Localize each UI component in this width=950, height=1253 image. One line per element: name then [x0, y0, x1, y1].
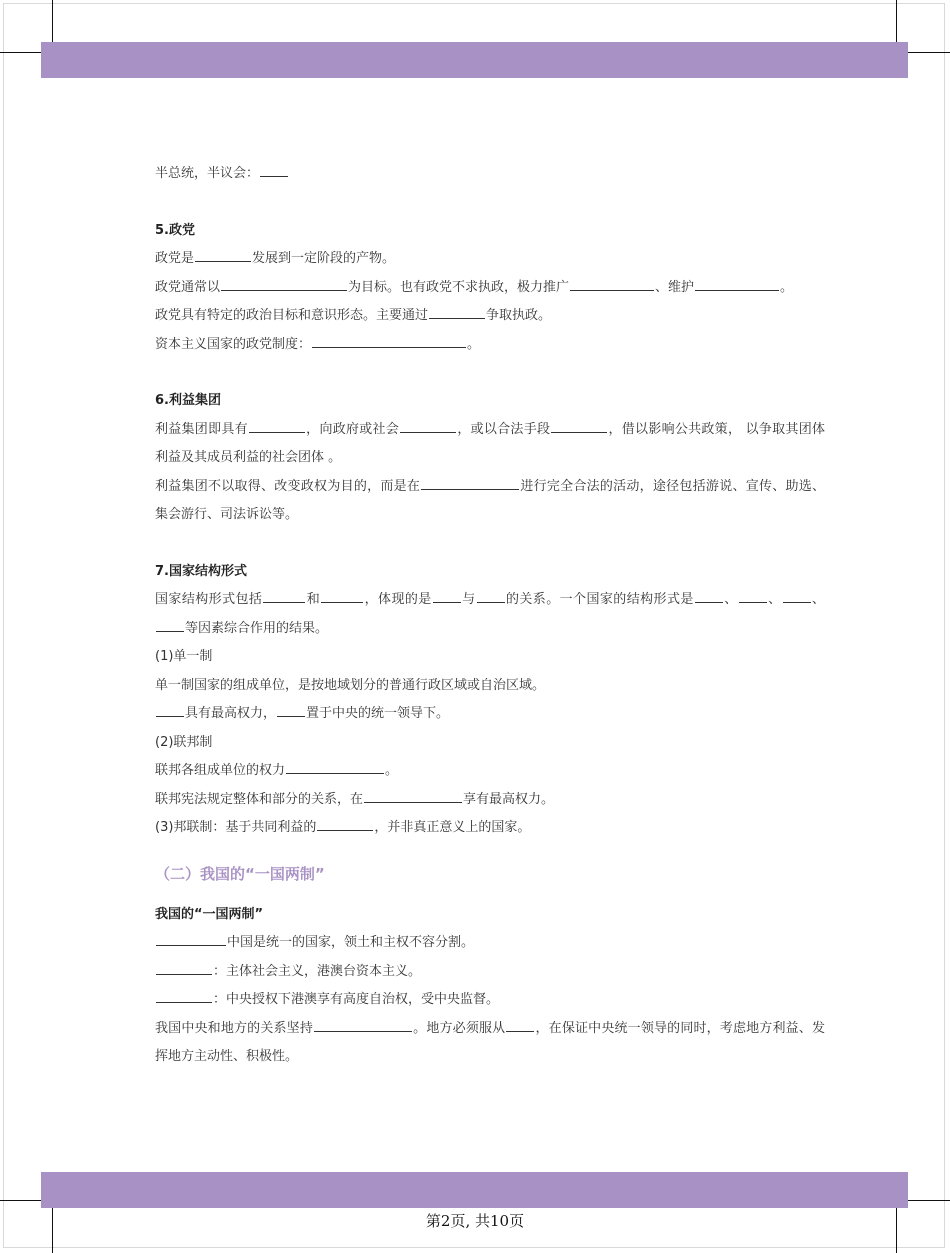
footer-band — [41, 1172, 908, 1208]
section-heading: 6.利益集团 — [155, 393, 221, 408]
text-line: 联邦宪法规定整体和部分的关系，在 享有最高权力。 — [155, 786, 825, 815]
fill-blank[interactable] — [312, 333, 466, 348]
text-line: 政党是 发展到一定阶段的产物。 — [155, 245, 825, 274]
text-line: ：主体社会主义，港澳台资本主义。 — [155, 958, 825, 987]
fill-blank[interactable] — [739, 588, 767, 603]
section-heading: 5.政党 — [155, 222, 195, 238]
text-line: (3)邦联制：基于共同利益的 ，并非真正意义上的国家。 — [155, 814, 825, 843]
fill-blank[interactable] — [156, 617, 184, 632]
fill-blank[interactable] — [263, 588, 305, 603]
text-line: 单一制国家的组成单位，是按地域划分的普通行政区域或自治区域。 — [155, 677, 546, 693]
fill-blank[interactable] — [364, 788, 462, 803]
fill-blank[interactable] — [506, 1017, 534, 1032]
fill-blank[interactable] — [249, 418, 305, 433]
text-line: 具有最高权力， 置于中央的统一领导下。 — [155, 700, 825, 729]
section-title: （二）我国的“一国两制” — [155, 864, 325, 883]
text-paragraph: 国家结构形式包括 和 ，体现的是 与 的关系。一个国家的结构形式是 、 、 、等因素综合作用的结果。 — [155, 586, 825, 643]
fill-blank[interactable] — [477, 588, 505, 603]
fill-blank[interactable] — [286, 759, 384, 774]
subheading: (1)单一制 — [155, 649, 213, 664]
fill-blank[interactable] — [317, 816, 373, 831]
fill-blank[interactable] — [156, 931, 226, 946]
header-band — [41, 42, 908, 78]
fill-blank[interactable] — [321, 588, 363, 603]
fill-blank[interactable] — [156, 702, 184, 717]
fill-blank[interactable] — [421, 475, 519, 490]
fill-blank[interactable] — [570, 276, 654, 291]
fill-blank[interactable] — [260, 162, 288, 177]
text-paragraph: 利益集团即具有 ，向政府或社会 ，或以合法手段 ，借以影响公共政策， 以争取其团体利益及其成员利益的社会团体 。 — [155, 416, 825, 473]
text-line: 中国是统一的国家，领土和主权不容分割。 — [155, 929, 825, 958]
fill-blank[interactable] — [551, 418, 607, 433]
fill-blank[interactable] — [156, 960, 212, 975]
fill-blank[interactable] — [221, 276, 347, 291]
text-paragraph: 利益集团不以取得、改变政权为目的，而是在 进行完全合法的活动，途径包括游说、宣传、助选、集会游行、司法诉讼等。 — [155, 473, 825, 530]
text-line: 半总统，半议会： — [155, 160, 825, 189]
text-line: 联邦各组成单位的权力 。 — [155, 757, 825, 786]
fill-blank[interactable] — [695, 276, 779, 291]
subheading: (2)联邦制 — [155, 734, 213, 750]
section-heading: 7.国家结构形式 — [155, 563, 247, 579]
page-number: 第2页, 共10页 — [425, 1212, 525, 1230]
section-heading: 我国的“一国两制” — [155, 906, 264, 922]
text-line: ：中央授权下港澳享有高度自治权，受中央监督。 — [155, 986, 825, 1015]
fill-blank[interactable] — [433, 588, 461, 603]
text-paragraph: 我国中央和地方的关系坚持 。地方必须服从 ，在保证中央统一领导的同时，考虑地方利益、发挥地方主动性、积极性。 — [155, 1015, 825, 1072]
fill-blank[interactable] — [783, 588, 811, 603]
fill-blank[interactable] — [156, 988, 212, 1003]
document-body — [155, 160, 825, 1072]
text-line: 政党具有特定的政治目标和意识形态。主要通过 争取执政。 — [155, 302, 825, 331]
fill-blank[interactable] — [429, 304, 485, 319]
fill-blank[interactable] — [195, 247, 251, 262]
text-line: 资本主义国家的政党制度： 。 — [155, 331, 825, 360]
fill-blank[interactable] — [400, 418, 456, 433]
text-line: 政党通常以 为目标。也有政党不求执政，极力推广 、维护 。 — [155, 274, 825, 303]
fill-blank[interactable] — [277, 702, 305, 717]
fill-blank[interactable] — [695, 588, 723, 603]
fill-blank[interactable] — [314, 1017, 412, 1032]
